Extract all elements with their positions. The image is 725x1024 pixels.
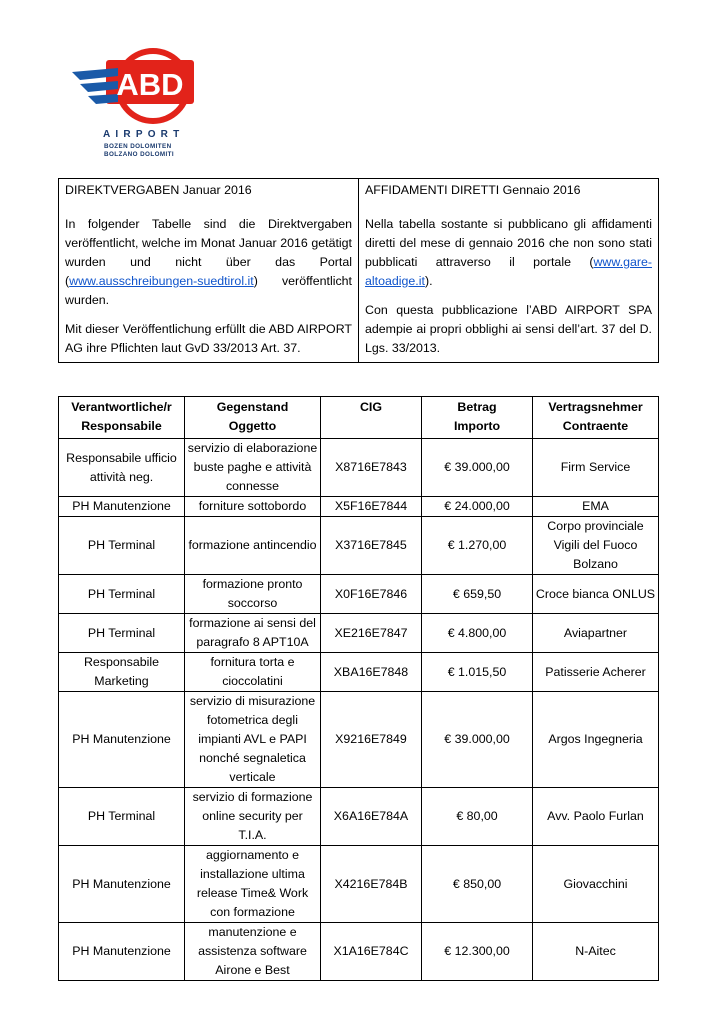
direct-awards-table — [58, 396, 659, 981]
table-row — [59, 923, 659, 981]
table-row — [59, 614, 659, 653]
cell-oggetto: fornitura torta e cioccolatini — [185, 653, 321, 692]
cell-oggetto: servizio di formazione online security per T.I.A. — [185, 788, 321, 846]
cell-importo: € 1.270,00 — [422, 517, 533, 575]
cell-contraente: Aviapartner — [533, 614, 659, 653]
cell-responsabile: PH Terminal — [59, 517, 185, 575]
cell-responsabile: PH Manutenzione — [59, 497, 185, 517]
cell-importo: € 850,00 — [422, 846, 533, 923]
cell-cig: X5F16E7844 — [321, 497, 422, 517]
header-line-2: Importo — [453, 419, 501, 433]
cell-importo: € 659,50 — [422, 575, 533, 614]
abd-airport-logo — [70, 46, 230, 158]
header-line-1: Vertragsnehmer — [548, 400, 643, 414]
header-contraente — [533, 397, 659, 439]
cell-contraente: Patisserie Acherer — [533, 653, 659, 692]
header-line-1: Verantwortliche/r — [71, 400, 172, 414]
cell-contraente: Argos Ingegneria — [533, 692, 659, 788]
intro-table — [58, 178, 659, 363]
header-line-1: CIG — [359, 400, 383, 414]
header-responsabile — [59, 397, 185, 439]
cell-contraente: Firm Service — [533, 439, 659, 497]
abd-logo-mark-icon — [70, 46, 230, 131]
cell-cig: XBA16E7848 — [321, 653, 422, 692]
header-line-2: Responsabile — [81, 419, 162, 433]
header-importo — [422, 397, 533, 439]
intro-german-heading: DIREKTVERGABEN Januar 2016 — [65, 183, 252, 197]
cell-oggetto: servizio di elaborazione buste paghe e attività connesse — [185, 439, 321, 497]
intro-german-text-after-link: ) veröffentlicht wurden. — [65, 274, 352, 307]
table-row — [59, 439, 659, 497]
intro-german-paragraph-2: Mit dieser Veröffentlichung erfüllt die ABD AIRPORT AG ihre Pflichten laut GvD 33/2013 Art. 37. — [65, 322, 352, 355]
intro-italian-paragraph-2: Con questa pubblicazione l’ABD AIRPORT SPA adempie ai propri obblighi ai sensi dell’art. 37 del D. Lgs. 33/2013. — [365, 303, 652, 355]
header-cig — [321, 397, 422, 439]
cell-cig: X3716E7845 — [321, 517, 422, 575]
cell-oggetto: formazione pronto soccorso — [185, 575, 321, 614]
cell-cig: XE216E7847 — [321, 614, 422, 653]
table-row — [59, 846, 659, 923]
intro-german-cell — [59, 179, 359, 363]
cell-cig: X8716E7843 — [321, 439, 422, 497]
cell-cig: X9216E7849 — [321, 692, 422, 788]
gare-altoadige-link[interactable]: www.gare-altoadige.it — [365, 255, 652, 288]
table-row — [59, 653, 659, 692]
cell-responsabile: PH Manutenzione — [59, 846, 185, 923]
cell-importo: € 4.800,00 — [422, 614, 533, 653]
logo-brand-text: ABD — [116, 67, 184, 102]
logo-line-bolzano: BOLZANO DOLOMITI — [104, 151, 175, 158]
cell-responsabile: PH Manutenzione — [59, 692, 185, 788]
cell-responsabile: PH Terminal — [59, 788, 185, 846]
intro-italian-cell — [359, 179, 659, 363]
cell-importo: € 39.000,00 — [422, 692, 533, 788]
cell-contraente: Corpo provinciale Vigili del Fuoco Bolzano — [533, 517, 659, 575]
cell-contraente: N-Aitec — [533, 923, 659, 981]
header-line-1: Betrag — [457, 400, 497, 414]
cell-oggetto: aggiornamento e installazione ultima release Time& Work con formazione — [185, 846, 321, 923]
cell-contraente: Avv. Paolo Furlan — [533, 788, 659, 846]
ausschreibungen-suedtirol-link[interactable]: www.ausschreibungen-suedtirol.it — [69, 274, 254, 288]
cell-responsabile: PH Terminal — [59, 614, 185, 653]
cell-oggetto: forniture sottobordo — [185, 497, 321, 517]
cell-importo: € 80,00 — [422, 788, 533, 846]
cell-cig: X1A16E784C — [321, 923, 422, 981]
table-row — [59, 788, 659, 846]
header-line-1: Gegenstand — [216, 400, 289, 414]
cell-responsabile: Responsabile ufficio attività neg. — [59, 439, 185, 497]
table-header-row — [59, 397, 659, 439]
cell-oggetto: formazione antincendio — [185, 517, 321, 575]
table-row — [59, 497, 659, 517]
cell-importo: € 24.000,00 — [422, 497, 533, 517]
cell-importo: € 12.300,00 — [422, 923, 533, 981]
cell-contraente: Giovacchini — [533, 846, 659, 923]
cell-importo: € 1.015,50 — [422, 653, 533, 692]
intro-italian-heading: AFFIDAMENTI DIRETTI Gennaio 2016 — [365, 183, 581, 197]
cell-contraente: Croce bianca ONLUS — [533, 575, 659, 614]
cell-responsabile: PH Terminal — [59, 575, 185, 614]
intro-italian-paragraph-1 — [365, 215, 652, 291]
intro-german-text-before-link: In folgender Tabelle sind die Direktvergaben veröffentlicht, welche im Monat Januar 2016 getätigt wurden und nicht über das Portal ( — [65, 217, 352, 288]
intro-italian-text-before-link: Nella tabella sostante si pubblicano gli affidamenti diretti del mese di gennaio 2016 che non sono stati pubblicati attraverso il portale ( — [365, 217, 652, 269]
cell-cig: X4216E784B — [321, 846, 422, 923]
header-oggetto — [185, 397, 321, 439]
cell-importo: € 39.000,00 — [422, 439, 533, 497]
cell-responsabile: Responsabile Marketing — [59, 653, 185, 692]
cell-cig: X0F16E7846 — [321, 575, 422, 614]
header-line-2: Oggetto — [228, 419, 277, 433]
cell-oggetto: servizio di misurazione fotometrica degli impianti AVL e PAPI nonché segnaletica verticale — [185, 692, 321, 788]
intro-german-paragraph-1 — [65, 215, 352, 310]
logo-airport-text: AIRPORT — [103, 129, 185, 140]
table-row — [59, 575, 659, 614]
cell-oggetto: manutenzione e assistenza software Airone e Best — [185, 923, 321, 981]
intro-italian-text-after-link: ). — [424, 274, 433, 288]
cell-cig: X6A16E784A — [321, 788, 422, 846]
cell-oggetto: formazione ai sensi del paragrafo 8 APT10A — [185, 614, 321, 653]
header-line-2: Contraente — [562, 419, 629, 433]
table-row — [59, 517, 659, 575]
table-row — [59, 692, 659, 788]
cell-responsabile: PH Manutenzione — [59, 923, 185, 981]
cell-contraente: EMA — [533, 497, 659, 517]
logo-line-bozen: BOZEN DOLOMITEN — [104, 143, 172, 150]
